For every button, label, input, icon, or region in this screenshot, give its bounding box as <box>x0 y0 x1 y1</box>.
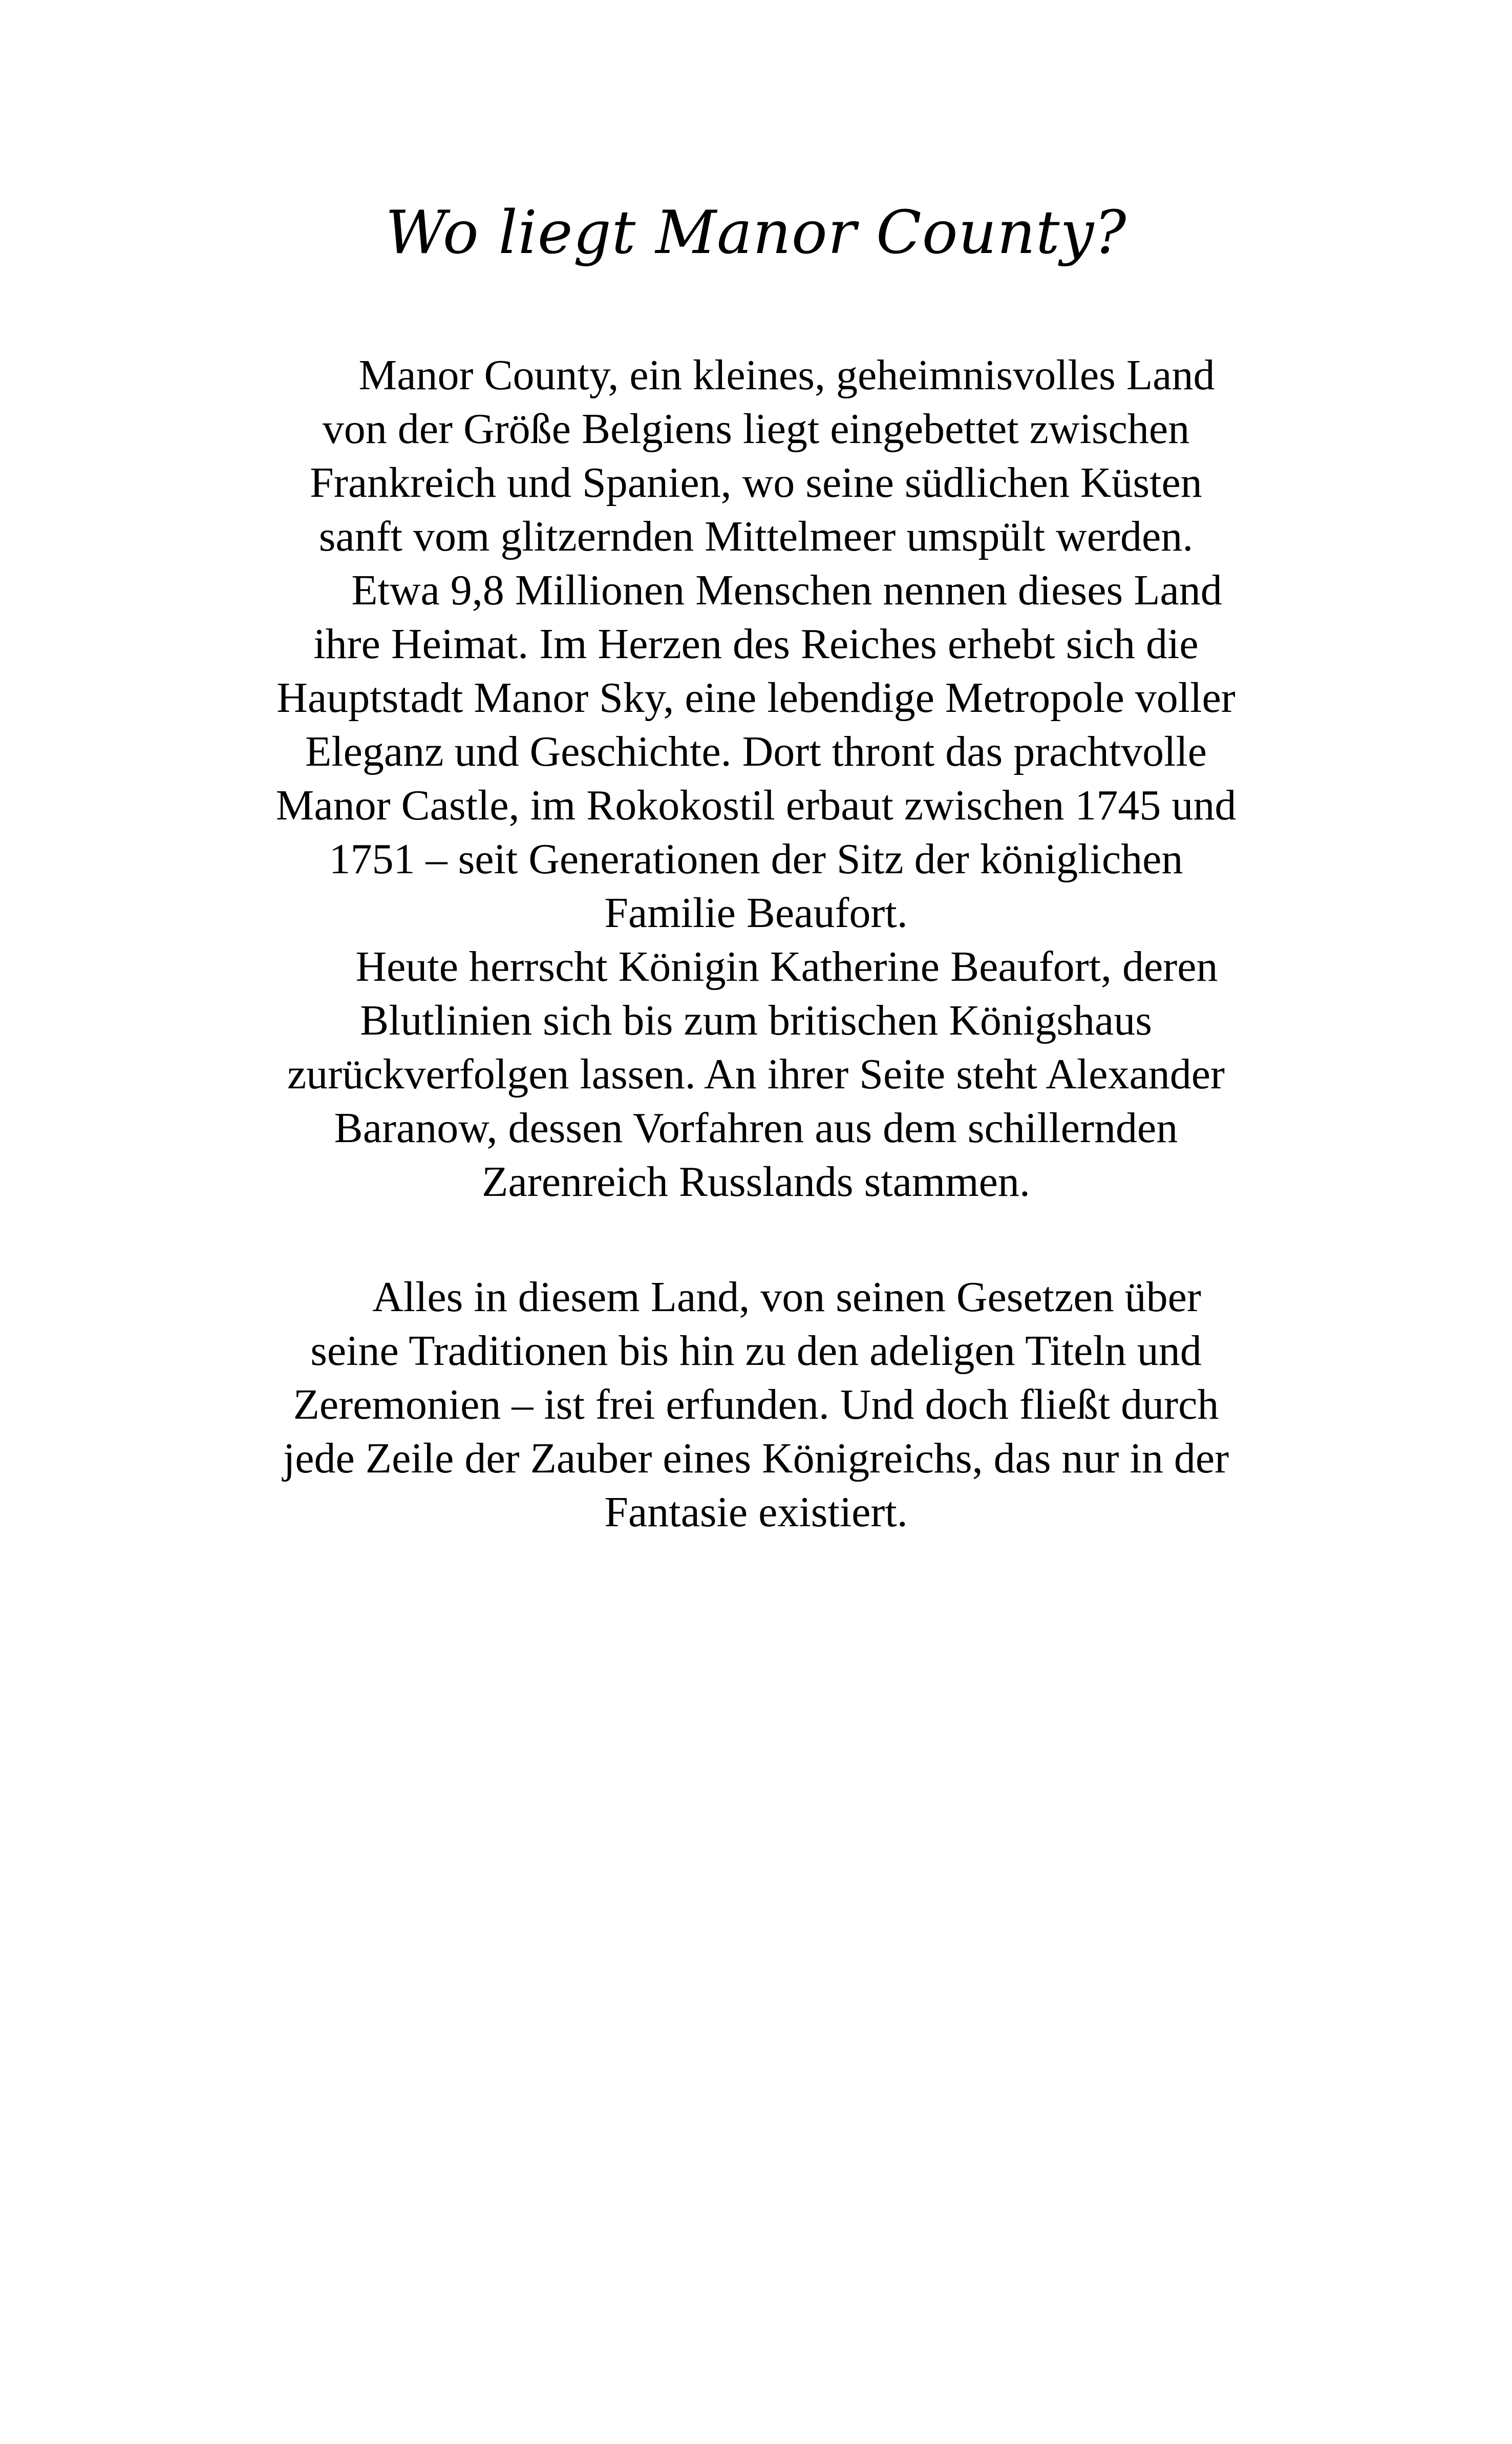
text-line: Manor Castle, im Rokokostil erbaut zwischen 1745 und <box>275 782 1237 829</box>
text-line: Alles in diesem Land, von seinen Gesetzen über <box>372 1273 1201 1321</box>
text-line: Frankreich und Spanien, wo seine südlichen Küsten <box>310 459 1202 507</box>
text-line: von der Größe Belgiens liegt eingebettet zwischen <box>322 405 1190 453</box>
text-line: Baranow, dessen Vorfahren aus dem schillernden <box>334 1104 1178 1152</box>
text-line: Blutlinien sich bis zum britischen Königshaus <box>360 997 1152 1044</box>
text-line: Hauptstadt Manor Sky, eine lebendige Metropole voller <box>276 674 1236 722</box>
text-line: 1751 – seit Generationen der Sitz der königlichen <box>329 835 1183 883</box>
text-line: Zeremonien – ist frei erfunden. Und doch fließt durch <box>293 1381 1219 1428</box>
page-title: Wo liegt Manor County? <box>385 198 1127 267</box>
text-block-disclaimer <box>0 1270 1512 1539</box>
text-line: Manor County, ein kleines, geheimnisvolles Land <box>358 351 1215 399</box>
text-line: Heute herrscht Königin Katherine Beaufort, deren <box>355 943 1218 991</box>
text-line: jede Zeile der Zauber eines Königreichs, das nur in der <box>283 1435 1229 1482</box>
text-line: sanft vom glitzernden Mittelmeer umspült werden. <box>318 513 1194 560</box>
text-line: ihre Heimat. Im Herzen des Reiches erhebt sich die <box>313 620 1199 668</box>
text-line: Familie Beaufort. <box>604 889 908 937</box>
text-line: Eleganz und Geschichte. Dort thront das prachtvolle <box>305 728 1207 775</box>
text-line: Etwa 9,8 Millionen Menschen nennen dieses Land <box>351 566 1222 614</box>
text-line: Fantasie existiert. <box>604 1488 908 1536</box>
text-block-main <box>0 348 1512 1209</box>
text-line: Zarenreich Russlands stammen. <box>482 1158 1030 1206</box>
text-line: zurückverfolgen lassen. An ihrer Seite steht Alexander <box>287 1050 1225 1098</box>
text-line: seine Traditionen bis hin zu den adeligen Titeln und <box>310 1327 1202 1375</box>
